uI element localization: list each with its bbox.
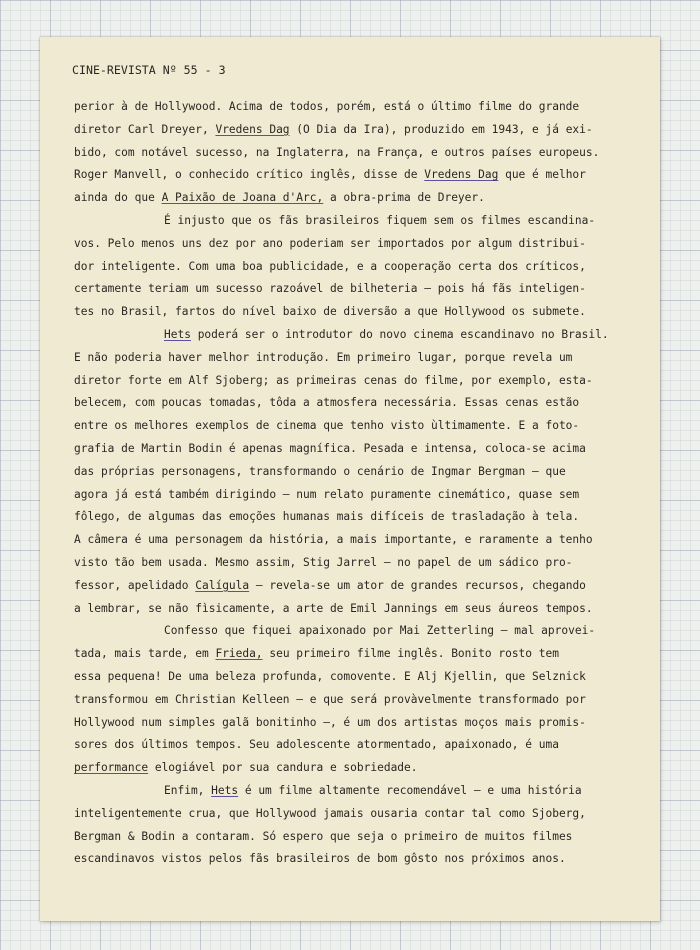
text-segment: elogiável por sua candura e sobriedade. <box>148 761 418 775</box>
text-segment: fessor, apelidado <box>74 578 196 592</box>
underlined-title: Vredens Dag <box>215 122 290 136</box>
text-segment: fôlego, de algumas das emoções humanas mais difíceis de trasladação à tela. <box>74 510 580 524</box>
text-segment: perior à de Hollywood. Acima de todos, porém, está o último filme do grande <box>74 100 580 113</box>
text-segment: agora já está também dirigindo — num relato puramente cinemático, quase sem <box>74 487 580 501</box>
text-segment: vos. Pelo menos uns dez por ano poderiam ser importados por algum distribui- <box>74 236 586 250</box>
text-segment: tada, mais tarde, em <box>74 647 216 661</box>
text-segment: Confesso que fiquei apaixonado por Mai Zetterling — mal aprovei- <box>164 624 596 638</box>
text-line <box>74 461 654 484</box>
text-segment: inteligentemente crua, que Hollywood jamais ousaria contar tal como Sjoberg, <box>74 806 586 820</box>
text-segment: sores dos últimos tempos. Seu adolescente atormentado, apaixonado, é uma <box>74 738 559 752</box>
underlined-title: Hets <box>211 783 239 797</box>
text-line <box>74 233 654 256</box>
text-segment: é um filme altamente recomendável — e uma história <box>238 783 582 797</box>
text-line <box>74 392 654 415</box>
underlined-title: A Paixão de Joana d'Arc, <box>161 191 324 205</box>
text-segment: diretor Carl Dreyer, <box>74 122 216 136</box>
text-segment: essa pequena! De uma beleza profunda, comovente. E Alj Kjellin, que Selznick <box>74 669 586 683</box>
underlined-title: performance <box>74 761 149 775</box>
text-line <box>74 712 654 735</box>
text-segment: belecem, com poucas tomadas, tôda a atmosfera necessária. Essas cenas estão <box>74 396 580 410</box>
text-line <box>74 210 654 233</box>
text-segment: transformou em Christian Kelleen — e que será provàvelmente transformado por <box>74 692 586 706</box>
text-line <box>74 96 654 119</box>
text-line <box>74 848 654 871</box>
text-line <box>74 187 654 210</box>
text-segment: poderá ser o introdutor do novo cinema escandinavo no Brasil. <box>190 327 609 341</box>
text-line <box>74 598 654 621</box>
text-line <box>74 438 654 461</box>
text-line <box>74 643 654 666</box>
text-segment: Enfim, <box>164 783 212 797</box>
text-segment: E não poderia haver melhor introdução. Em primeiro lugar, porque revela um <box>74 350 573 364</box>
text-segment: que é melhor <box>498 168 586 182</box>
text-line <box>74 142 654 165</box>
text-line <box>74 324 654 347</box>
text-line <box>74 484 654 507</box>
text-segment: tes no Brasil, fartos do nível baixo de diversão a que Hollywood os submete. <box>74 305 586 319</box>
body-text <box>74 96 654 871</box>
text-line <box>74 301 654 324</box>
page-header: CINE-REVISTA Nº 55 - 3 <box>72 63 226 77</box>
text-line <box>74 164 654 187</box>
text-segment: certamente teriam um sucesso razoável de bilheteria — pois há fãs inteligen- <box>74 282 586 296</box>
text-segment: das próprias personagens, transformando o cenário de Ingmar Bergman — que <box>74 464 566 478</box>
text-segment: diretor forte em Alf Sjoberg; as primeiras cenas do filme, por exemplo, esta- <box>74 373 593 387</box>
text-line <box>74 666 654 689</box>
text-segment: (O Dia da Ira), produzido em 1943, e já exi- <box>289 122 593 136</box>
text-line <box>74 689 654 712</box>
text-line <box>74 620 654 643</box>
text-segment: — revela-se um ator de grandes recursos, chegando <box>249 578 586 592</box>
text-segment: A câmera é uma personagem da história, a mais importante, e raramente a tenho <box>74 533 593 547</box>
text-line <box>74 370 654 393</box>
text-line <box>74 757 654 780</box>
text-segment: a obra-prima de Dreyer. <box>323 191 485 205</box>
text-line <box>74 826 654 849</box>
text-line <box>74 803 654 826</box>
text-segment: a lembrar, se não fìsicamente, a arte de Emil Jannings em seus áureos tempos. <box>74 601 593 615</box>
text-segment: grafia de Martin Bodin é apenas magnífica. Pesada e intensa, coloca-se acima <box>74 441 586 455</box>
typewritten-page <box>40 37 660 921</box>
text-line <box>74 575 654 598</box>
text-line <box>74 780 654 803</box>
text-segment: entre os melhores exemplos de cinema que tenho visto ùltimamente. E a foto- <box>74 419 580 433</box>
underlined-title: Hets <box>164 327 191 341</box>
text-line <box>74 506 654 529</box>
text-segment: seu primeiro filme inglês. Bonito rosto tem <box>262 647 559 661</box>
text-segment: ainda do que <box>74 191 162 205</box>
text-line <box>74 256 654 279</box>
text-line <box>74 529 654 552</box>
underlined-title: Calígula <box>195 578 250 592</box>
text-segment: Bergman & Bodin a contaram. Só espero que seja o primeiro de muitos filmes <box>74 829 573 843</box>
text-line <box>74 734 654 757</box>
text-segment: visto tão bem usada. Mesmo assim, Stig Jarrel — no papel de um sádico pro- <box>74 555 573 569</box>
text-segment: Hollywood num simples galã bonitinho —, é um dos artistas moços mais promis- <box>74 715 586 729</box>
text-line <box>74 552 654 575</box>
text-segment: Roger Manvell, o conhecido crítico inglês, disse de <box>74 168 425 182</box>
text-line <box>74 119 654 142</box>
text-line <box>74 347 654 370</box>
text-segment: É injusto que os fãs brasileiros fiquem sem os filmes escandina- <box>164 213 596 227</box>
text-line <box>74 415 654 438</box>
text-segment: escandinavos vistos pelos fãs brasileiros de bom gôsto nos próximos anos. <box>74 852 566 866</box>
underlined-title: Vredens Dag <box>424 168 499 182</box>
text-segment: dor inteligente. Com uma boa publicidade, e a cooperação certa dos críticos, <box>74 259 586 273</box>
underlined-title: Frieda, <box>215 647 263 661</box>
text-segment: bido, com notável sucesso, na Inglaterra, na França, e outros países europeus. <box>74 145 600 159</box>
text-line <box>74 278 654 301</box>
